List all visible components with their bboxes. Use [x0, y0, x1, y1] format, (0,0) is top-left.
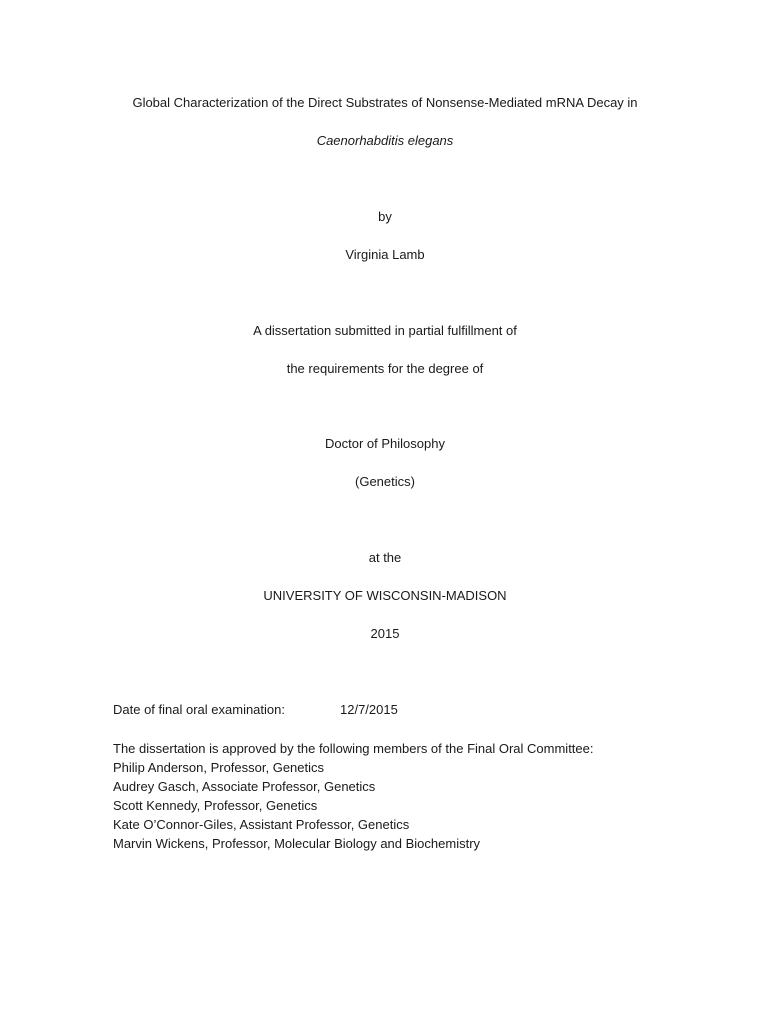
committee-member: Scott Kennedy, Professor, Genetics	[113, 798, 318, 813]
statement-line-2: the requirements for the degree of	[286, 361, 484, 376]
author-name: Virginia Lamb	[345, 247, 425, 262]
by-label: by	[378, 209, 392, 224]
statement-line-1: A dissertation submitted in partial fulfillment of	[253, 323, 517, 338]
title-line-1: Global Characterization of the Direct Substrates of Nonsense-Mediated mRNA Decay in	[132, 95, 638, 110]
exam-date-label: Date of final oral examination:	[113, 702, 285, 717]
exam-date-row	[113, 702, 398, 718]
university-name: UNIVERSITY OF WISCONSIN-MADISON	[263, 588, 507, 603]
committee-section	[113, 739, 594, 853]
committee-member: Marvin Wickens, Professor, Molecular Biology and Biochemistry	[113, 836, 481, 851]
title-line-2-species: Caenorhabditis elegans	[316, 133, 454, 148]
committee-member: Kate O’Connor-Giles, Assistant Professor, Genetics	[113, 817, 410, 832]
committee-member: Audrey Gasch, Associate Professor, Genetics	[113, 779, 376, 794]
degree-field: (Genetics)	[355, 474, 415, 489]
committee-member: Philip Anderson, Professor, Genetics	[113, 760, 325, 775]
year: 2015	[370, 626, 400, 641]
at-the-label: at the	[368, 550, 402, 565]
exam-date-value: 12/7/2015	[340, 702, 398, 717]
degree-name: Doctor of Philosophy	[325, 436, 445, 451]
committee-intro: The dissertation is approved by the following members of the Final Oral Committee:	[113, 741, 594, 756]
